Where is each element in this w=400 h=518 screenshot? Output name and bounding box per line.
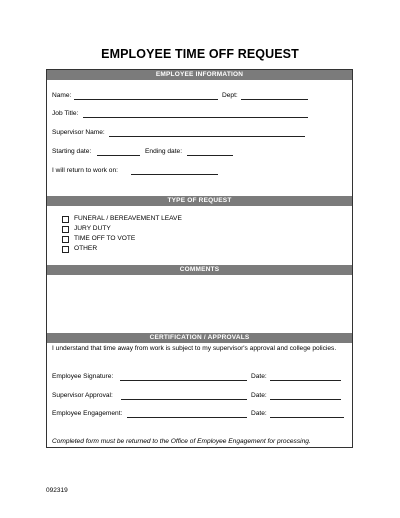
employee-engagement-field[interactable]: [127, 417, 247, 418]
employee-signature-date-field[interactable]: [270, 380, 341, 381]
comments-area[interactable]: [47, 275, 352, 333]
checkbox-other[interactable]: [62, 246, 69, 253]
employee-signature-label: Employee Signature:: [52, 373, 114, 380]
supervisor-name-field[interactable]: [109, 136, 305, 137]
employee-engagement-date-label: Date:: [251, 410, 267, 417]
option-jury-duty: JURY DUTY: [74, 225, 111, 232]
name-field[interactable]: [74, 99, 218, 100]
section-header-employee-information: EMPLOYEE INFORMATION: [47, 70, 352, 80]
form-code: 092319: [46, 487, 68, 494]
employee-signature-date-label: Date:: [251, 373, 267, 380]
employee-signature-field[interactable]: [120, 380, 247, 381]
supervisor-approval-field[interactable]: [121, 399, 247, 400]
employee-engagement-label: Employee Engagement:: [52, 410, 123, 417]
job-title-label: Job Title:: [52, 110, 79, 117]
ending-date-field[interactable]: [187, 155, 233, 156]
footer-note: Completed form must be returned to the Office of Employee Engagement for processing.: [52, 438, 311, 445]
name-label: Name:: [52, 92, 72, 99]
checkbox-funeral-bereavement-leave[interactable]: [62, 216, 69, 223]
starting-date-label: Starting date:: [52, 148, 92, 155]
dept-field[interactable]: [241, 99, 308, 100]
section-header-comments: COMMENTS: [47, 265, 352, 275]
time-off-form: [46, 69, 353, 448]
dept-label: Dept:: [222, 92, 238, 99]
return-to-work-field[interactable]: [131, 174, 218, 175]
job-title-field[interactable]: [83, 117, 308, 118]
certification-statement: I understand that time away from work is subject to my supervisor's approval and college policies.: [52, 345, 337, 352]
section-header-certification-approvals: CERTIFICATION / APPROVALS: [47, 333, 352, 343]
employee-engagement-date-field[interactable]: [270, 417, 344, 418]
checkbox-jury-duty[interactable]: [62, 226, 69, 233]
option-funeral-bereavement-leave: FUNERAL / BEREAVEMENT LEAVE: [74, 215, 182, 222]
checkbox-time-off-to-vote[interactable]: [62, 236, 69, 243]
section-header-type-of-request: TYPE OF REQUEST: [47, 196, 352, 206]
ending-date-label: Ending date:: [145, 148, 183, 155]
supervisor-approval-date-field[interactable]: [270, 399, 341, 400]
supervisor-approval-date-label: Date:: [251, 392, 267, 399]
starting-date-field[interactable]: [97, 155, 140, 156]
return-to-work-label: I will return to work on:: [52, 167, 118, 174]
supervisor-name-label: Supervisor Name:: [52, 129, 105, 136]
option-other: OTHER: [74, 245, 98, 252]
form-title: EMPLOYEE TIME OFF REQUEST: [101, 47, 299, 61]
supervisor-approval-label: Supervisor Approval:: [52, 392, 113, 399]
option-time-off-to-vote: TIME OFF TO VOTE: [74, 235, 136, 242]
